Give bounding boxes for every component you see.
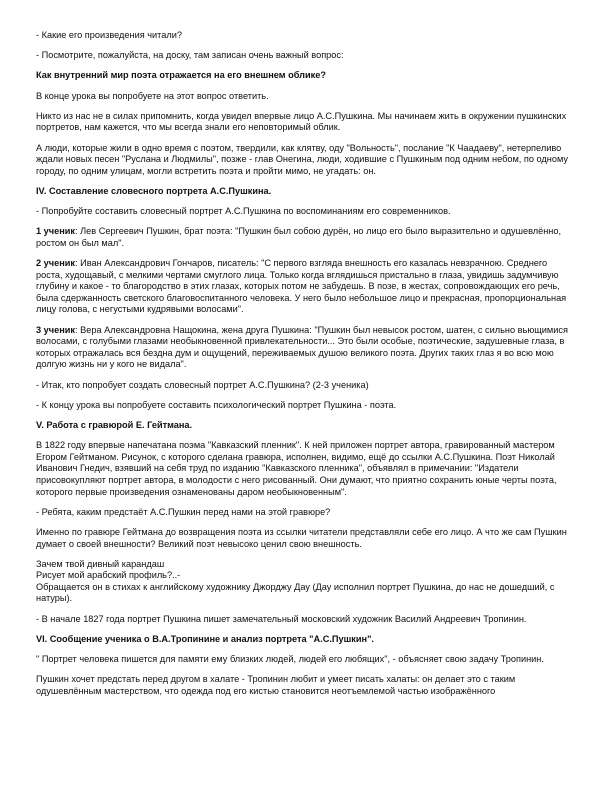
student-1-text: : Лев Сергеевич Пушкин, брат поэта: "Пушкин был собою дурён, но лицо его было выразительно и одушевлённо, ростом он был мал".	[36, 226, 562, 248]
paragraph-dau: Обращается он в стихах к английскому художнику Джорджу Дау (Дау исполнил портрет Пушкина, до нас не дошедший, с натуры).	[36, 581, 555, 604]
question-who-will-try: - Итак, кто попробует создать словесный портрет А.С.Пушкина? (2-3 ученика)	[36, 379, 369, 390]
paragraph-try-portrait: - Попробуйте составить словесный портрет А.С.Пушкина по воспоминаниям его современников.	[36, 206, 451, 217]
paragraph-psychological-portrait: - К концу урока вы попробуете составить психологический портрет Пушкина - поэта.	[36, 399, 397, 410]
question-works-read: - Какие его произведения читали?	[36, 30, 182, 40]
student-3-text: : Вера Александровна Нащокина, жена друга Пушкина: "Пушкин был невысок ростом, шатен, с сильно вьющимися волосами, с голубыми глазами необыкновенной привлекательности... Это были особые, поэтические, задушевные глаза, в которых отражалась вся бездна дум и ощущений, переживаемых душою великого поэта. Других таких глаз я во всю мою долгую жизнь ни у кого не видала".	[36, 324, 568, 370]
paragraph-1827-tropinin: - В начале 1827 года портрет Пушкина пишет замечательный московский художник Василий Андреевич Тропинин.	[36, 613, 527, 624]
paragraph-pushkin-robe: Пушкин хочет предстать перед другом в халате - Тропинин любит и умеет писать халаты: он делает это с таким одушевлённым мастерством, что одежда под его кистью становится неотъемлемой частью изображённого	[36, 674, 516, 696]
paragraph-1822-engraving: В 1822 году впервые напечатана поэма "Кавказский пленник". К ней приложен портрет автора, гравированный мастером Егором Гейтманом. Рисунок, с которого сделана гравюра, исполнен, видимо, ещё до ссылки А.С.Пушкина. Поэт Николай Иванович Гнедич, взявший на себя труд по изданию "Кавказского пленника", объявлял в примечании: "Издатели присовокупляют портрет автора, в молодости с него рисованный. Они думают, что приятно сохранить юные черты поэта, которого первые произведения ознаменованы даром необыкновенным".	[36, 440, 557, 497]
student-2-text: : Иван Александрович Гончаров, писатель: "С первого взгляда внешность его казалась невзрачною. Среднего роста, худощавый, с мелкими чертами смуглого лица. Только когда вглядишься пристально в глаза, увидишь задумчивую глубину и какое - то благородство в этих глазах, которых потом не забудешь. В позе, в жестах, сопровождающих его речь, была сдержанность светского благовоспитанного человека. У него было небольшое лицо и прекрасная, пропорциональная лицу голова, с негустыми кудрявыми волосами".	[36, 258, 567, 315]
student-3-label: 3 ученик	[36, 324, 76, 335]
verse-line-1: Зачем твой дивный карандаш	[36, 558, 165, 569]
student-1-paragraph	[36, 226, 576, 249]
heading-key-question: Как внутренний мир поэта отражается на его внешнем облике?	[36, 70, 326, 81]
student-1-label: 1 ученик	[36, 226, 76, 237]
question-engraving-view: - Ребята, каким предстаёт А.С.Пушкин перед нами на этой гравюре?	[36, 506, 331, 517]
paragraph-contemporaries: А люди, которые жили в одно время с поэтом, твердили, как клятву, оду "Вольность", послание "К Чаадаеву", нетерпеливо ждали новых песен "Руслана и Людмилы", позже - глав Онегина, люди, ходившие с Пушкиным под одним небом, по одному городу, по одним улицам, могли встретить поэта и пройти мимо, не угадать: он.	[36, 142, 568, 176]
section-heading-v: V. Работа с гравюрой Е. Гейтмана.	[36, 419, 193, 430]
student-2-paragraph	[36, 258, 576, 316]
instruction-look-board: - Посмотрите, пожалуйста, на доску, там записан очень важный вопрос:	[36, 50, 344, 61]
paragraph-readers-imagined: Именно по гравюре Гейтмана до возвращения поэта из ссылки читатели представляли себе его лицо. А что же сам Пушкин думает о своей внешности? Великий поэт невысоко ценил свою внешность.	[36, 526, 567, 549]
quote-tropinin-task: " Портрет человека пишется для памяти ему близких людей, людей его любящих", - объясняет свою задачу Тропинин.	[36, 654, 544, 665]
verse-line-2: Рисует мой арабский профиль?..-	[36, 570, 181, 581]
section-heading-iv: IV. Составление словесного портрета А.С.Пушкина.	[36, 185, 272, 196]
student-2-label: 2 ученик	[36, 258, 76, 269]
student-3-paragraph	[36, 325, 576, 371]
paragraph-nobody-remembers: Никто из нас не в силах припомнить, когда увидел впервые лицо А.С.Пушкина. Мы начинаем жить в окружении пушкинских портретов, нам кажется, что мы всегда знали его неповторимый облик.	[36, 110, 567, 133]
section-heading-vi: VI. Сообщение ученика о В.А.Тропинине и анализ портрета "А.С.Пушкин".	[36, 633, 374, 644]
paragraph-end-of-lesson: В конце урока вы попробуете на этот вопрос ответить.	[36, 90, 269, 101]
